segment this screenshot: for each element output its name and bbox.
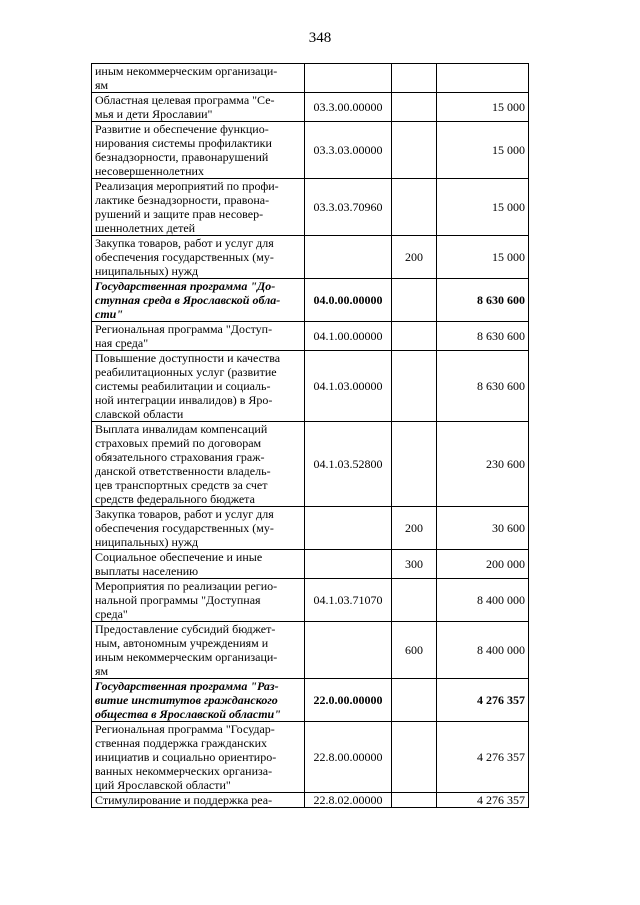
table-row — [92, 793, 529, 808]
target-code-cell — [305, 64, 392, 93]
table-row — [92, 322, 529, 351]
row-name-cell: Предоставление субсидий бюджет- ным, автономным учреждениям и иным некоммерческим организаци- ям — [92, 622, 305, 679]
expense-type-cell — [392, 422, 437, 507]
amount-cell: 4 276 357 — [437, 793, 529, 808]
amount-cell — [437, 64, 529, 93]
expense-type-cell — [392, 722, 437, 793]
table-row — [92, 550, 529, 579]
table-row — [92, 351, 529, 422]
expense-type-cell — [392, 351, 437, 422]
target-code-cell: 04.1.03.00000 — [305, 351, 392, 422]
amount-cell: 4 276 357 — [437, 722, 529, 793]
target-code-cell — [305, 622, 392, 679]
table-row — [92, 122, 529, 179]
target-code-cell — [305, 507, 392, 550]
target-code-cell: 03.3.00.00000 — [305, 93, 392, 122]
row-name-cell: Стимулирование и поддержка реа- — [92, 793, 305, 808]
table-row — [92, 236, 529, 279]
amount-cell: 15 000 — [437, 179, 529, 236]
table-row — [92, 507, 529, 550]
amount-cell: 15 000 — [437, 236, 529, 279]
row-name-cell: Региональная программа "Государ- ственная поддержка гражданских инициатив и социально ориентиро- ванных некоммерческих организа- ций Ярославской области" — [92, 722, 305, 793]
expense-type-cell: 200 — [392, 236, 437, 279]
target-code-cell: 22.8.00.00000 — [305, 722, 392, 793]
table-row — [92, 279, 529, 322]
row-name-cell: Областная целевая программа "Се- мья и дети Ярославии" — [92, 93, 305, 122]
expense-type-cell: 300 — [392, 550, 437, 579]
target-code-cell: 04.1.00.00000 — [305, 322, 392, 351]
target-code-cell: 22.0.00.00000 — [305, 679, 392, 722]
amount-cell: 8 630 600 — [437, 279, 529, 322]
table-row — [92, 679, 529, 722]
expense-type-cell — [392, 793, 437, 808]
amount-cell: 8 630 600 — [437, 351, 529, 422]
expense-type-cell — [392, 179, 437, 236]
amount-cell: 200 000 — [437, 550, 529, 579]
expense-type-cell — [392, 679, 437, 722]
row-name-cell: Мероприятия по реализации регио- нальной программы "Доступная среда" — [92, 579, 305, 622]
target-code-cell: 04.1.03.71070 — [305, 579, 392, 622]
expense-type-cell: 200 — [392, 507, 437, 550]
table-row — [92, 622, 529, 679]
target-code-cell: 03.3.03.70960 — [305, 179, 392, 236]
expense-type-cell — [392, 64, 437, 93]
target-code-cell — [305, 236, 392, 279]
amount-cell: 4 276 357 — [437, 679, 529, 722]
row-name-cell: Выплата инвалидам компенсаций страховых премий по договорам обязательного страхования граж- данской ответственности владель- цев транспортных средств за счет средств федерального бюджета — [92, 422, 305, 507]
table-row — [92, 93, 529, 122]
row-name-cell: Повышение доступности и качества реабилитационных услуг (развитие системы реабилитации и социаль- ной интеграции инвалидов) в Яро- славской области — [92, 351, 305, 422]
row-name-cell: Реализация мероприятий по профи- лактике безнадзорности, правона- рушений и защите прав несовер- шеннолетних детей — [92, 179, 305, 236]
target-code-cell: 04.1.03.52800 — [305, 422, 392, 507]
amount-cell: 8 400 000 — [437, 622, 529, 679]
amount-cell: 8 400 000 — [437, 579, 529, 622]
amount-cell: 30 600 — [437, 507, 529, 550]
target-code-cell: 04.0.00.00000 — [305, 279, 392, 322]
table-row — [92, 722, 529, 793]
expense-type-cell — [392, 279, 437, 322]
row-name-cell: Социальное обеспечение и иные выплаты населению — [92, 550, 305, 579]
expense-type-cell — [392, 122, 437, 179]
row-name-cell: Государственная программа "Раз- витие институтов гражданского общества в Ярославской области" — [92, 679, 305, 722]
target-code-cell: 22.8.02.00000 — [305, 793, 392, 808]
row-name-cell: Закупка товаров, работ и услуг для обеспечения государственных (му- ниципальных) нужд — [92, 507, 305, 550]
expense-type-cell — [392, 579, 437, 622]
table-row — [92, 422, 529, 507]
row-name-cell: иным некоммерческим организаци- ям — [92, 64, 305, 93]
amount-cell: 15 000 — [437, 93, 529, 122]
table-row — [92, 179, 529, 236]
row-name-cell: Государственная программа "До- ступная среда в Ярославской обла- сти" — [92, 279, 305, 322]
target-code-cell: 03.3.03.00000 — [305, 122, 392, 179]
budget-table-body — [92, 64, 529, 808]
target-code-cell — [305, 550, 392, 579]
table-row — [92, 579, 529, 622]
row-name-cell: Закупка товаров, работ и услуг для обеспечения государственных (му- ниципальных) нужд — [92, 236, 305, 279]
row-name-cell: Развитие и обеспечение функцио- нирования системы профилактики безнадзорности, правонарушений несовершеннолетних — [92, 122, 305, 179]
page-number: 348 — [308, 30, 332, 46]
expense-type-cell: 600 — [392, 622, 437, 679]
table-row — [92, 64, 529, 93]
expense-type-cell — [392, 93, 437, 122]
amount-cell: 230 600 — [437, 422, 529, 507]
amount-cell: 15 000 — [437, 122, 529, 179]
budget-table — [91, 63, 529, 808]
expense-type-cell — [392, 322, 437, 351]
amount-cell: 8 630 600 — [437, 322, 529, 351]
row-name-cell: Региональная программа "Доступ- ная среда" — [92, 322, 305, 351]
